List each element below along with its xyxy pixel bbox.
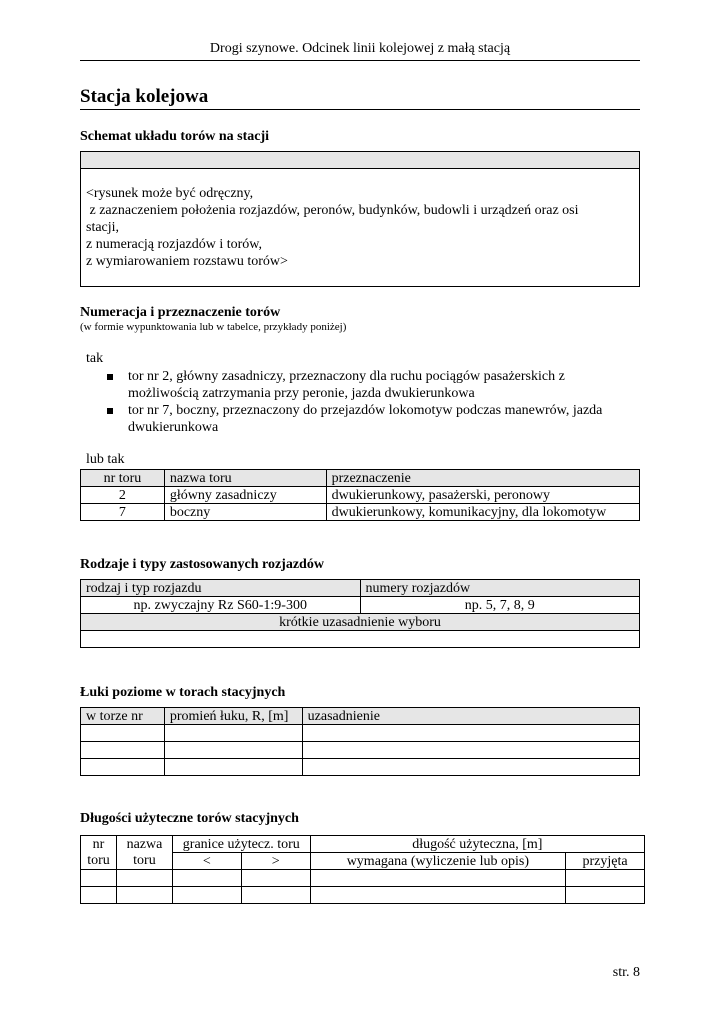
- switches-table: [80, 579, 640, 648]
- table-header-cell: toru: [81, 853, 117, 870]
- table-row: [81, 759, 640, 776]
- table-header-cell: nr toru: [81, 470, 165, 487]
- table-header-row: [81, 708, 640, 725]
- table-cell: dwukierunkowy, komunikacyjny, dla lokomotyw: [326, 504, 639, 521]
- running-header: Drogi szynowe. Odcinek linii kolejowej z małą stacją: [80, 40, 640, 61]
- table-header-cell: uzasadnienie: [302, 708, 639, 725]
- numbering-heading: Numeracja i przeznaczenie torów: [80, 305, 281, 320]
- table-row: [81, 614, 640, 631]
- table-header-cell: przeznaczenie: [326, 470, 639, 487]
- table-header-cell: w torze nr: [81, 708, 165, 725]
- curves-heading: Łuki poziome w torach stacyjnych: [80, 685, 286, 700]
- table-row: [81, 487, 640, 504]
- track-table: [80, 469, 640, 521]
- table-header-cell: wymagana (wyliczenie lub opis): [310, 853, 565, 870]
- table-row: [81, 742, 640, 759]
- table-cell: boczny: [164, 504, 326, 521]
- table-cell: [81, 631, 640, 648]
- table-header-cell: nr: [81, 836, 117, 853]
- list-item: tor nr 7, boczny, przeznaczony do przejazdów lokomotyw podczas manewrów, jazda dwukierunkowa: [104, 402, 634, 436]
- table-row: [81, 504, 640, 521]
- table-header-row: [81, 580, 640, 597]
- schema-instructions: [81, 169, 639, 270]
- page-title: Stacja kolejowa: [80, 86, 640, 110]
- page-number: str. 8: [612, 965, 640, 980]
- switches-heading: Rodzaje i typy zastosowanych rozjazdów: [80, 557, 324, 572]
- table-cell: np. 5, 7, 8, 9: [360, 597, 640, 614]
- table-header-cell: numery rozjazdów: [360, 580, 640, 597]
- table-cell: 7: [81, 504, 165, 521]
- schema-line: z zaznaczeniem położenia rozjazdów, peronów, budynków, budowli i urządzeń oraz osi: [86, 203, 579, 218]
- table-cell: np. zwyczajny Rz S60-1:9-300: [81, 597, 361, 614]
- table-header-cell: rodzaj i typ rozjazdu: [81, 580, 361, 597]
- table-row: [81, 631, 640, 648]
- schema-line: z numeracją rozjazdów i torów,: [86, 237, 262, 252]
- table-header-cell: nazwa: [116, 836, 172, 853]
- table-row: [81, 870, 645, 887]
- numbering-intro: tak: [86, 351, 104, 366]
- lengths-table: [80, 835, 645, 904]
- table-header-cell: promień łuku, R, [m]: [164, 708, 302, 725]
- numbering-alt-intro: lub tak: [86, 452, 125, 467]
- table-row: [81, 725, 640, 742]
- schema-heading: Schemat układu torów na stacji: [80, 129, 270, 144]
- table-header-row: [81, 836, 645, 853]
- table-row: [81, 887, 645, 904]
- bullet-icon: [107, 408, 113, 414]
- table-row: [81, 597, 640, 614]
- table-cell: dwukierunkowy, pasażerski, peronowy: [326, 487, 639, 504]
- table-header-row: [81, 470, 640, 487]
- table-cell: główny zasadniczy: [164, 487, 326, 504]
- table-header-row: [81, 853, 645, 870]
- schema-line: stacji,: [86, 220, 120, 235]
- curves-table: [80, 707, 640, 776]
- table-header-cell: toru: [116, 853, 172, 870]
- schema-header-bar: [81, 152, 639, 169]
- table-header-cell: nazwa toru: [164, 470, 326, 487]
- bullet-icon: [107, 374, 113, 380]
- schema-line: <rysunek może być odręczny,: [86, 186, 254, 201]
- list-item: tor nr 2, główny zasadniczy, przeznaczony dla ruchu pociągów pasażerskich z możliwością zatrzymania przy peronie, jazda dwukierunkowa: [104, 368, 634, 402]
- table-header-cell: >: [241, 853, 310, 870]
- table-header-cell: <: [172, 853, 241, 870]
- numbering-note: (w formie wypunktowania lub w tabelce, przykłady poniżej): [80, 321, 347, 333]
- schema-line: z wymiarowaniem rozstawu torów>: [86, 254, 288, 269]
- table-header-cell: długość użyteczna, [m]: [310, 836, 644, 853]
- table-cell: 2: [81, 487, 165, 504]
- justification-label: krótkie uzasadnienie wyboru: [81, 614, 640, 631]
- track-bullet-list: [104, 368, 634, 436]
- table-header-cell: przyjęta: [566, 853, 645, 870]
- table-header-cell: granice użytecz. toru: [172, 836, 310, 853]
- schema-box: [80, 151, 640, 287]
- lengths-heading: Długości użyteczne torów stacyjnych: [80, 811, 299, 826]
